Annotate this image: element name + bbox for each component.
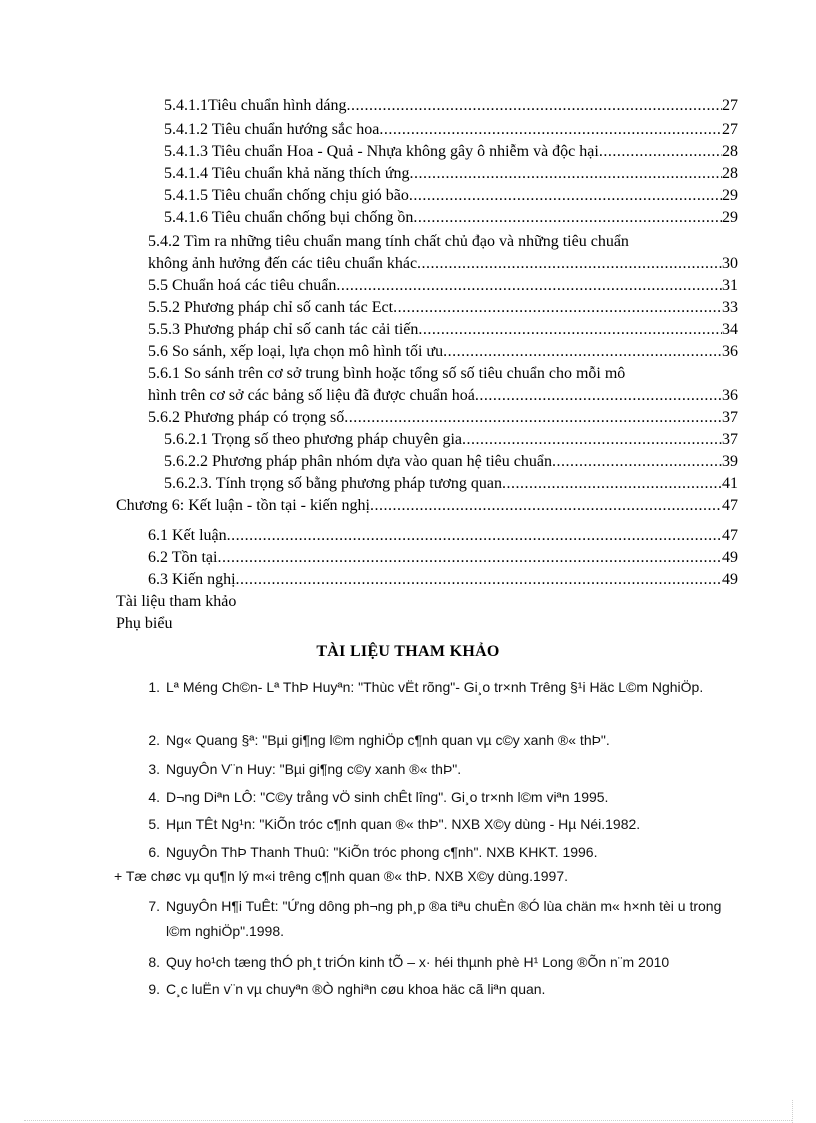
toc-entry-page: 29 (722, 209, 738, 226)
reference-item (114, 868, 774, 884)
toc-entry-page: 39 (722, 453, 738, 470)
reference-number: 1. (148, 679, 160, 695)
toc-leader (552, 452, 722, 471)
toc-entry-title: 6.3 Kiến nghị (148, 571, 236, 588)
reference-number: 5. (148, 816, 160, 832)
toc-entry-title: 6.2 Tồn tại (148, 549, 218, 566)
reference-item (140, 812, 760, 837)
reference-item (140, 675, 760, 725)
toc-entry-title: 5.4.1.3 Tiêu chuẩn Hoa - Quả - Nhựa không gây ô nhiễm và độc hại (164, 143, 599, 160)
page-corner-mark (792, 1100, 793, 1123)
toc-entry[interactable] (116, 496, 738, 515)
toc-entry-page: 36 (722, 387, 738, 404)
toc-entry-title[interactable]: Tài liệu tham khảo (116, 593, 237, 610)
reference-item (140, 977, 760, 1002)
toc-entry-page: 29 (722, 187, 738, 204)
toc-entry-title: 5.4.1.6 Tiêu chuẩn chống bụi chống ồn (164, 209, 414, 226)
reference-number: 2. (148, 732, 160, 748)
toc-entry-title: 5.4.1.5 Tiêu chuẩn chống chịu gió bão (164, 187, 409, 204)
toc-entry-page: 37 (722, 431, 738, 448)
toc-leader (410, 164, 722, 183)
toc-entry-page: 28 (722, 165, 738, 182)
toc-entry-title: 5.6.2.3. Tính trọng số bằng phương pháp tương quan (164, 475, 502, 492)
toc-entry[interactable] (148, 276, 738, 295)
toc-entry-title: 6.1 Kết luận (148, 527, 227, 544)
toc-leader (217, 548, 722, 567)
reference-number: 6. (148, 844, 160, 860)
toc-entry-page: 49 (722, 549, 738, 566)
reference-number: 7. (148, 898, 160, 914)
toc-leader (227, 526, 722, 545)
reference-number: 9. (148, 981, 160, 997)
toc-leader (379, 120, 722, 139)
reference-text: NguyÔn V¨n Huy: "Bµi gi¶ng c©y xanh ®« thÞ". (166, 761, 462, 777)
toc-entry[interactable] (164, 186, 738, 205)
toc-entry[interactable] (148, 526, 738, 545)
toc-entry-title[interactable]: 5.6.1 So sánh trên cơ sở trung bình hoặc tổng số số tiêu chuẩn cho mỗi mô (148, 365, 626, 382)
toc-leader (475, 386, 722, 405)
toc-entry[interactable] (148, 386, 738, 405)
toc-entry-page: 37 (722, 409, 738, 426)
reference-item (140, 950, 760, 975)
reference-text: D¬ng Diªn LÔ: "C©y trång vÖ sinh chÊt lîng". Gi¸o tr×nh l©m viªn 1995. (166, 789, 609, 805)
toc-entry[interactable] (148, 254, 738, 273)
toc-leader (418, 320, 722, 339)
toc-entry[interactable] (148, 298, 738, 317)
toc-entry-title: 5.6 So sánh, xếp loại, lựa chọn mô hình tối ưu (148, 343, 444, 360)
toc-leader (462, 430, 722, 449)
reference-number: + (114, 868, 123, 884)
toc-entry-page: 27 (722, 121, 738, 138)
toc-entry[interactable] (164, 430, 738, 449)
toc-leader (236, 570, 722, 589)
toc-entry-page: 28 (722, 143, 738, 160)
toc-entry-page: 31 (722, 277, 738, 294)
toc-entry-title: 5.4.1.4 Tiêu chuẩn khả năng thích ứng (164, 165, 410, 182)
reference-number: 3. (148, 761, 160, 777)
reference-item (140, 785, 760, 810)
toc-entry[interactable] (148, 548, 738, 567)
toc-entry-title[interactable]: Phụ biểu (116, 615, 173, 632)
toc-leader (347, 96, 722, 115)
reference-text: Quy ho¹ch tæng thÓ ph¸t triÓn kinh tÕ – x· héi thµnh phè H¹ Long ®Õn n¨m 2010 (166, 954, 670, 970)
reference-item (140, 840, 760, 865)
toc-entry-page: 27 (722, 97, 738, 114)
toc-entry-title: không ảnh hưởng đến các tiêu chuẩn khác (148, 255, 418, 272)
toc-leader (413, 208, 722, 227)
reference-text: Ng« Quang §ª: "Bµi gi¶ng l©m nghiÖp c¶nh quan vµ c©y xanh ®« thÞ". (166, 732, 610, 748)
reference-item (140, 894, 760, 944)
toc-leader (344, 408, 722, 427)
toc-entry-page: 30 (722, 255, 738, 272)
toc-entry-title: Chương 6: Kết luận - tồn tại - kiến nghị (116, 497, 370, 514)
reference-text: NguyÔn H¶i TuÊt: "Ứng dông ph¬ng ph¸p ®a tiªu chuÈn ®Ó lùa chän m« h×nh tèi u trong l©m nghiÖp".1998. (166, 898, 722, 939)
toc-entry[interactable] (164, 96, 738, 115)
toc-entry[interactable] (148, 570, 738, 589)
toc-entry[interactable] (164, 452, 738, 471)
toc-leader (393, 298, 722, 317)
toc-leader (417, 254, 722, 273)
page-bottom-border (24, 1120, 792, 1121)
toc-entry[interactable] (148, 320, 738, 339)
toc-entry-page: 41 (722, 475, 738, 492)
toc-leader (599, 142, 722, 161)
toc-entry-page: 34 (722, 321, 738, 338)
toc-entry[interactable] (164, 208, 738, 227)
toc-entry-page: 36 (722, 343, 738, 360)
toc-entry-title: 5.4.1.2 Tiêu chuẩn hướng sắc hoa (164, 121, 380, 138)
toc-leader (370, 496, 722, 515)
toc-entry[interactable] (164, 142, 738, 161)
toc-entry-title: 5.5 Chuẩn hoá các tiêu chuẩn (148, 277, 337, 294)
reference-number: 4. (148, 789, 160, 805)
toc-entry[interactable] (164, 120, 738, 139)
toc-entry-page: 47 (722, 527, 738, 544)
toc-entry-title: 5.6.2.1 Trọng số theo phương pháp chuyên gia (164, 431, 463, 448)
reference-text: Tæ chøc vµ qu¶n lý m«i trêng c¶nh quan ®« thÞ. NXB X©y dùng.1997. (125, 868, 569, 884)
reference-text: NguyÔn ThÞ Thanh Thuû: "KiÕn tróc phong c¶nh". NXB KHKT. 1996. (166, 844, 598, 860)
toc-entry-title: 5.5.2 Phương pháp chỉ số canh tác Ect (148, 299, 394, 316)
reference-text: C¸c luËn v¨n vµ chuyªn ®Ò nghiªn cøu khoa häc cã liªn quan. (166, 981, 546, 997)
toc-leader (336, 276, 722, 295)
toc-entry-page: 47 (722, 497, 738, 514)
toc-leader (443, 342, 722, 361)
reference-text: Lª Méng Ch©n- Lª ThÞ Huyªn: "Thùc vËt rõng"- Gi¸o tr×nh Trêng §¹i Häc L©m NghiÖp. (166, 679, 704, 695)
toc-entry[interactable] (164, 164, 738, 183)
toc-entry-page: 33 (722, 299, 738, 316)
toc-entry-page: 49 (722, 571, 738, 588)
toc-entry-title: 5.6.2 Phương pháp có trọng số (148, 409, 345, 426)
toc-entry-title: hình trên cơ sở các bảng số liệu đã được chuẩn hoá (148, 387, 475, 404)
toc-entry-title: 5.5.3 Phương pháp chỉ số canh tác cải tiến (148, 321, 419, 338)
reference-text: Hµn TÊt Ng¹n: "KiÕn tróc c¶nh quan ®« thÞ". NXB X©y dùng - Hµ Néi.1982. (166, 816, 641, 832)
toc-entry[interactable] (148, 342, 738, 361)
reference-number: 8. (148, 954, 160, 970)
reference-item (140, 757, 760, 782)
toc-leader (502, 474, 722, 493)
toc-leader (409, 186, 722, 205)
toc-entry[interactable] (148, 408, 738, 427)
toc-entry-title: 5.6.2.2 Phương pháp phân nhóm dựa vào quan hệ tiêu chuẩn (164, 453, 552, 470)
references-heading: TÀI LIỆU THAM KHẢO (316, 643, 500, 660)
toc-entry-title: 5.4.1.1Tiêu chuẩn hình dáng (164, 97, 347, 114)
reference-item (140, 728, 760, 753)
toc-entry[interactable] (164, 474, 738, 493)
toc-entry-title[interactable]: 5.4.2 Tìm ra những tiêu chuẩn mang tính chất chủ đạo và những tiêu chuẩn (148, 233, 629, 250)
